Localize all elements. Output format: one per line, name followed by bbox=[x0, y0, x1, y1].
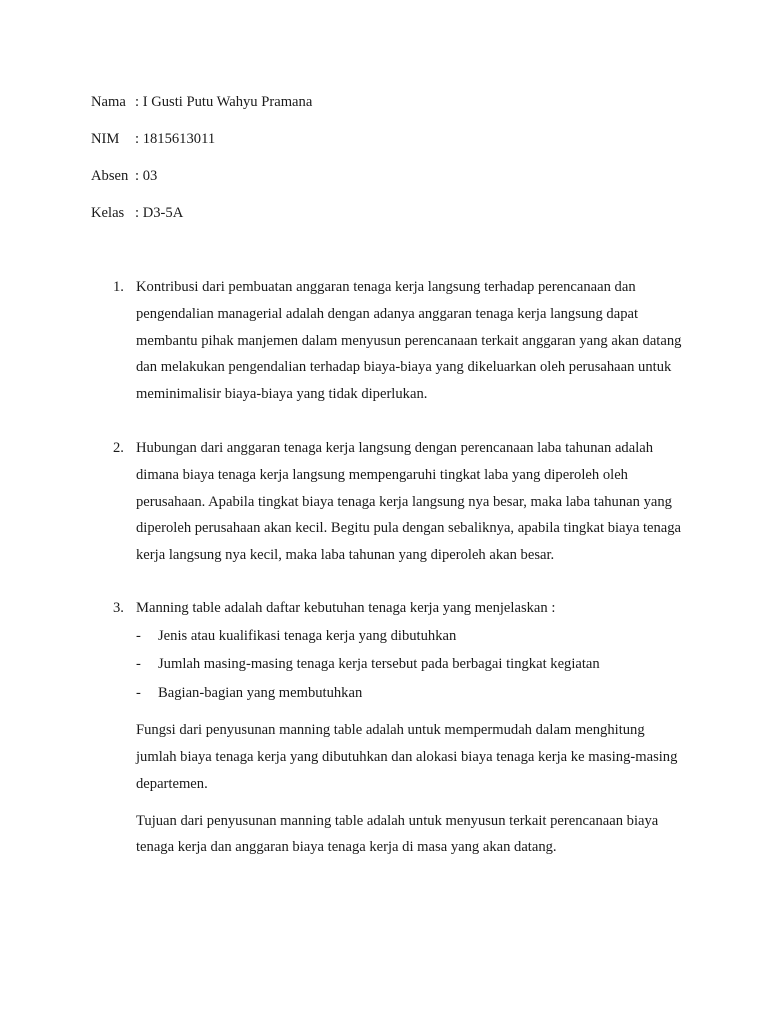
paragraph-fungsi: Fungsi dari penyusunan manning table adalah untuk mempermudah dalam menghitung jumlah biaya tenaga kerja yang dibutuhkan dan alokasi biaya tenaga kerja ke masing-masing departemen. bbox=[136, 722, 678, 792]
bullet-dash: - bbox=[136, 627, 141, 644]
field-value: : 03 bbox=[135, 168, 158, 184]
answer-number: 3. bbox=[113, 600, 124, 616]
field-value: : I Gusti Putu Wahyu Pramana bbox=[135, 94, 313, 110]
paragraph-tujuan: Tujuan dari penyusunan manning table adalah untuk menyusun terkait perencanaan biaya tenaga kerja dan anggaran biaya tenaga kerja di masa yang akan datang. bbox=[136, 812, 659, 856]
list-item bbox=[136, 650, 688, 679]
bullet-text: Bagian-bagian yang membutuhkan bbox=[158, 684, 363, 701]
list-item bbox=[136, 679, 688, 708]
list-item bbox=[136, 622, 688, 651]
answer-text: Manning table adalah daftar kebutuhan tenaga kerja yang menjelaskan : bbox=[136, 600, 556, 616]
bullet-text: Jumlah masing-masing tenaga kerja tersebut pada berbagai tingkat kegiatan bbox=[158, 656, 600, 673]
header-field-kelas bbox=[91, 203, 183, 223]
answer-number: 1. bbox=[113, 279, 124, 295]
field-value: : D3-5A bbox=[135, 205, 184, 221]
bullet-list bbox=[113, 622, 688, 708]
field-value: : 1815613011 bbox=[135, 131, 216, 147]
answer-3 bbox=[113, 595, 688, 861]
header-field-absen bbox=[91, 166, 157, 186]
field-label: Absen bbox=[91, 168, 129, 184]
bullet-dash: - bbox=[136, 684, 141, 701]
answer-text: Hubungan dari anggaran tenaga kerja langsung dengan perencanaan laba tahunan adalah dimana biaya tenaga kerja langsung mempengaruhi tingkat laba yang diperoleh oleh perusahaan. Apabila tingkat biaya tenaga kerja langsung nya besar, maka laba tahunan yang diperoleh perusahaan akan kecil. Begitu pula dengan sebaliknya, apabila tingkat biaya tenaga kerja langsung nya kecil, maka laba tahunan yang diperoleh akan besar. bbox=[136, 440, 682, 564]
bullet-text: Jenis atau kualifikasi tenaga kerja yang dibutuhkan bbox=[158, 627, 457, 644]
answer-2 bbox=[113, 435, 688, 569]
answer-number: 2. bbox=[113, 440, 124, 456]
bullet-dash: - bbox=[136, 656, 141, 673]
field-label: Kelas bbox=[91, 205, 125, 221]
field-label: Nama bbox=[91, 94, 126, 110]
answer-text: Kontribusi dari pembuatan anggaran tenaga kerja langsung terhadap perencanaan dan pengendalian managerial adalah dengan adanya anggaran tenaga kerja langsung dapat membantu pihak manjemen dalam menyusun perencanaan terkait anggaran yang akan datang dan melakukan pengendalian terhadap biaya-biaya yang dikeluarkan oleh perusahaan untuk meminimalisir biaya-biaya yang tidak diperlukan. bbox=[136, 279, 682, 403]
field-label: NIM bbox=[91, 131, 120, 147]
header-field-nim bbox=[91, 129, 215, 149]
answer-1 bbox=[113, 274, 688, 408]
header-field-nama bbox=[91, 92, 312, 112]
